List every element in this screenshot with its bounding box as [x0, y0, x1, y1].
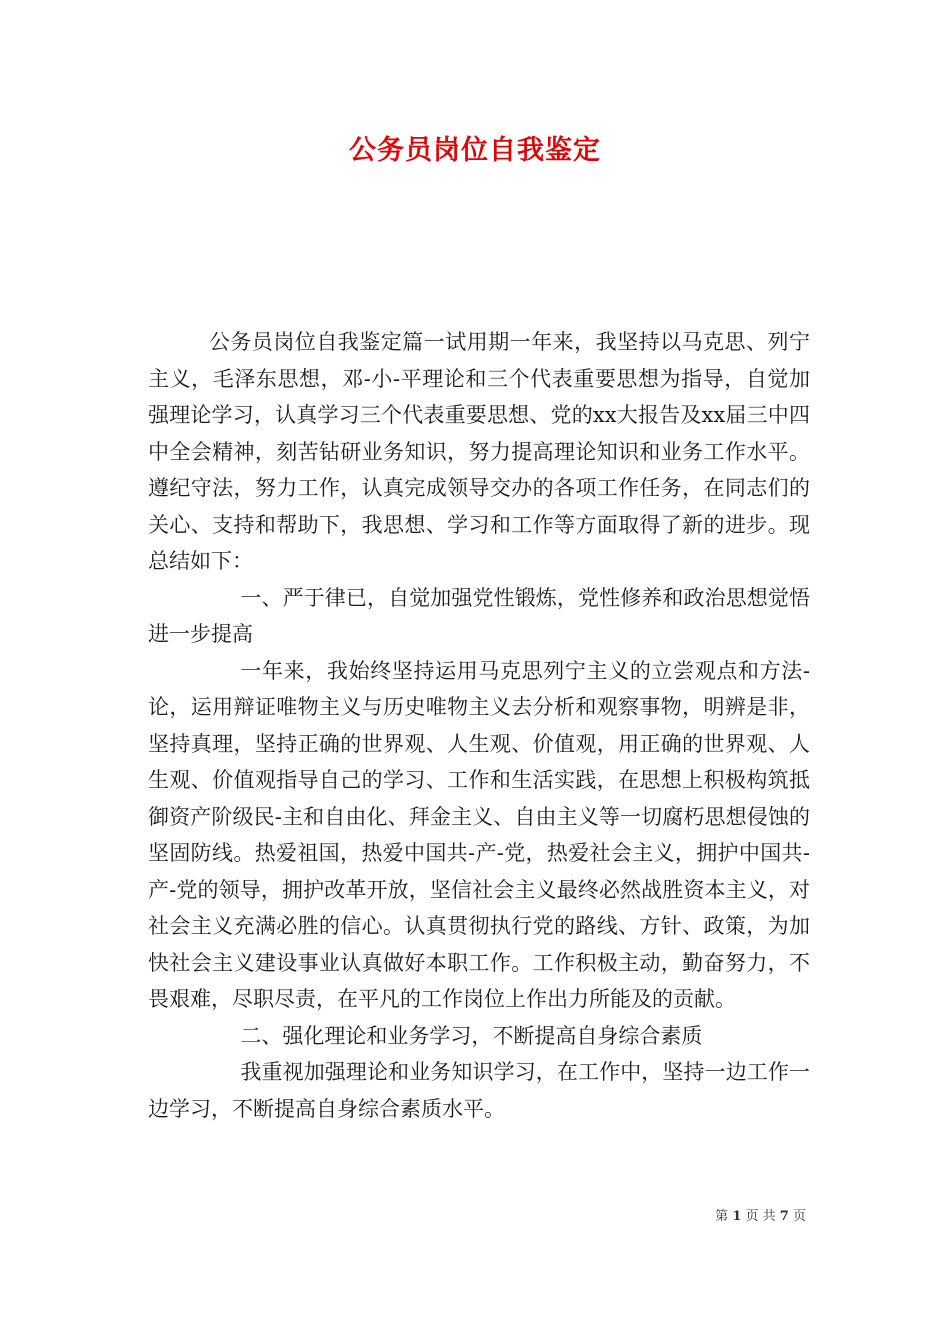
section-heading-2: 二、强化理论和业务学习，不断提高自身综合素质 — [240, 1023, 703, 1048]
paragraph-section-2: 我重视加强理论和业务知识学习，在工作中，坚持一边工作一边学习，不断提高自身综合素质水平。 — [148, 1060, 810, 1121]
footer-prefix: 第 — [715, 1209, 729, 1224]
page-number-footer — [715, 1205, 806, 1224]
footer-suffix: 页 — [792, 1209, 806, 1224]
document-body — [148, 324, 810, 1127]
footer-current-page: 1 — [732, 1209, 742, 1224]
footer-middle: 页 共 — [745, 1209, 776, 1224]
document-title: 公务员岗位自我鉴定 — [349, 135, 601, 166]
paragraph-intro: 公务员岗位自我鉴定篇一试用期一年来，我坚持以马克思、列宁主义，毛泽东思想，邓-小-平理论和三个代表重要思想为指导，自觉加强理论学习，认真学习三个代表重要思想、党的xx大报告及xx届三中四中全会精神，刻苦钻研业务知识，努力提高理论知识和业务工作水平。遵纪守法，努力工作，认真完成领导交办的各项工作任务，在同志们的关心、支持和帮助下，我思想、学习和工作等方面取得了新的进步。现总结如下： — [148, 330, 810, 573]
section-heading-1: 一、严于律已，自觉加强党性锻炼，党性修养和政治思想觉悟进一步提高 — [148, 585, 810, 646]
paragraph-section-1: 一年来，我始终坚持运用马克思列宁主义的立尝观点和方法-论，运用辩证唯物主义与历史唯物主义去分析和观察事物，明辨是非，坚持真理，坚持正确的世界观、人生观、价值观，用正确的世界观、人生观、价值观指导自己的学习、工作和生活实践，在思想上积极构筑抵御资产阶级民-主和自由化、拜金主义、自由主义等一切腐朽思想侵蚀的坚固防线。热爱祖国，热爱中国共-产-党，热爱社会主义，拥护中国共-产-党的领导，拥护改革开放，坚信社会主义最终必然战胜资本主义，对社会主义充满必胜的信心。认真贯彻执行党的路线、方针、政策，为加快社会主义建设事业认真做好本职工作。工作积极主动，勤奋努力，不畏艰难，尽职尽责，在平凡的工作岗位上作出力所能及的贡献。 — [148, 658, 810, 1011]
footer-total-pages: 7 — [779, 1209, 789, 1224]
